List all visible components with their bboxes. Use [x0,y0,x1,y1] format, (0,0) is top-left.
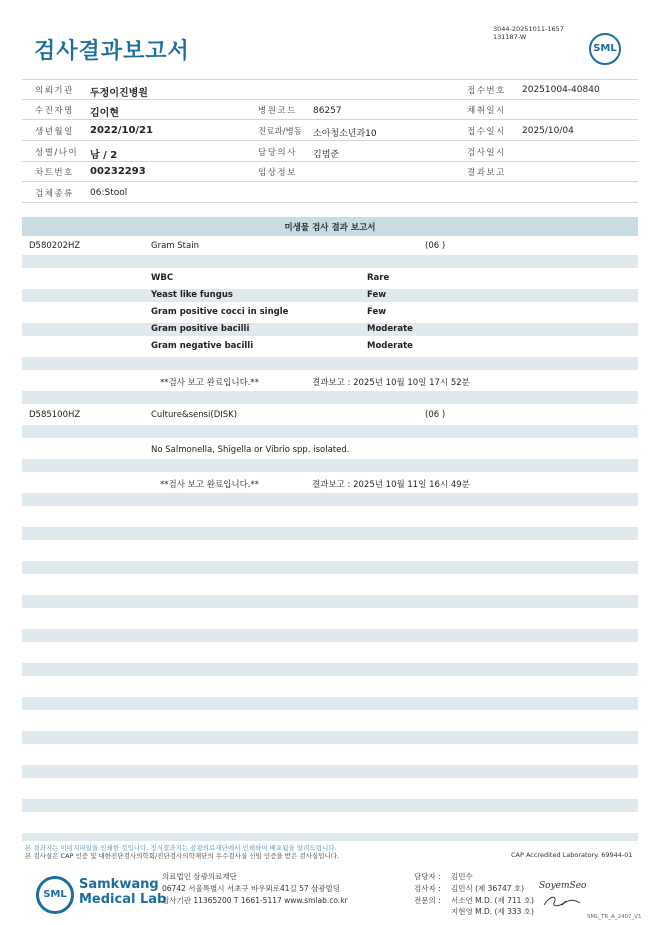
finding-level: Rare [367,273,390,283]
report-complete-text: **검사 보고 완료입니다.** [160,480,260,490]
accreditation-note: 본 검사실은 CAP 인증 및 대한진단검사의학회/진단검사의학재단의 우수검사실 신임 인증을 받은 검사실입니다. [25,852,340,860]
tester-signature: SoyemSeo [539,881,587,891]
report-time: 결과보고 : 2025년 10월 11일 16시 49분 [312,480,470,490]
specialist-signature [540,893,584,911]
row-band [22,493,638,506]
cap-accreditation: CAP Accredited Laboratory. 69944-01 [511,851,633,859]
test-name: Culture&sensi(DISK) [151,410,238,420]
row-band [22,595,638,608]
row-band [22,799,638,812]
finding-item: Yeast like fungus [151,290,233,300]
org-contact: 검사기관 11365200 T 1661-5117 www.smlab.co.kr [162,896,348,905]
staff-label: 담당자 : [414,872,441,881]
report-label: 결과보고 [467,168,506,178]
org-address: 06742 서울특별시 서초구 바우뫼로41길 57 삼광빌딩 [162,884,341,893]
row-band [22,289,638,302]
receipt-no-value: 20251004-40840 [522,85,600,95]
test-code: D585100HZ [29,410,81,420]
results-section-header [22,217,638,236]
hospital-code-value: 86257 [313,106,342,116]
receipt-date-label: 접수일시 [467,127,506,137]
row-band [22,527,638,540]
divider [22,181,638,182]
finding-level: Moderate [367,341,413,351]
divider [22,202,638,203]
row-band [22,765,638,778]
specialist-value-2: 지현영 M.D. (제 333 호) [451,907,534,916]
sml-logo-text: SML [593,43,617,54]
finding-item: Gram negative bacilli [151,341,254,351]
sml-logo-icon [589,33,621,65]
sex-age-label: 성별/나이 [35,148,79,158]
document-code-line1: 3044-20251011-1657 [493,25,564,33]
divider [22,140,638,141]
divider [22,99,638,100]
tester-value: 김민식 (제 36747 호) [451,884,525,893]
row-band [22,629,638,642]
form-version: SML_TR_A_2407_V1 [587,914,642,920]
image-print-notice: 본 결과지는 이미지파일을 인쇄한 것입니다. 정식결과지는 삼광의료재단에서 인쇄하여 배포됨을 알려드립니다. [25,844,337,852]
org-legal-name: 의료법인 삼광의료재단 [162,872,237,881]
specimen-label: 검체종류 [35,189,74,199]
clinical-info-label: 임상정보 [258,168,297,178]
report-time: 결과보고 : 2025년 10월 10일 17시 52분 [312,378,470,388]
collection-date-label: 채취일시 [467,106,506,116]
test-code: D580202HZ [29,241,81,251]
culture-note: No Salmonella, Shigella or Vibrio spp. isolated. [151,445,350,455]
org-name-line1: Samkwang [79,877,159,892]
finding-item: WBC [151,273,174,283]
finding-level: Moderate [367,324,413,334]
doctor-label: 담당의사 [258,148,297,158]
finding-level: Few [367,307,387,317]
document-code-line2: 131187-W [493,33,527,41]
finding-level: Few [367,290,387,300]
row-band [22,391,638,404]
row-band [22,561,638,574]
patient-name-label: 수진자명 [35,106,74,116]
test-specimen-code: (06 ) [425,241,446,251]
test-name: Gram Stain [151,241,199,251]
specialist-label: 전문의 : [414,896,441,905]
requesting-org-label: 의뢰기관 [35,86,74,96]
divider [22,161,638,162]
department-value: 소아청소년과10 [313,129,377,139]
department-label: 진료과/병동 [258,127,302,137]
row-band [22,357,638,370]
report-complete-text: **검사 보고 완료입니다.** [160,378,260,388]
row-band [22,255,638,268]
tester-label: 검사자 : [414,884,441,893]
divider [22,79,638,80]
doctor-value: 김범준 [313,150,340,160]
receipt-no-label: 접수번호 [467,86,506,96]
chart-no-value: 00232293 [90,166,146,177]
divider [22,119,638,120]
test-date-label: 검사일시 [467,148,506,158]
row-band [22,731,638,744]
row-band [22,697,638,710]
patient-name-value: 김이현 [90,108,119,119]
requesting-org-value: 두정이진병원 [90,88,148,99]
staff-value: 김민수 [451,872,473,881]
row-band [22,425,638,438]
finding-item: Gram positive cocci in single [151,307,289,317]
sex-age-value: 남 / 2 [90,150,118,161]
org-name-line2: Medical Lab [79,892,167,907]
test-specimen-code: (06 ) [425,410,446,420]
finding-item: Gram positive bacilli [151,324,250,334]
birth-value: 2022/10/21 [90,125,153,136]
row-band [22,663,638,676]
specialist-value-1: 서소연 M.D. (제 711 호) [451,896,534,905]
birth-label: 생년월일 [35,127,74,137]
document-code [493,25,564,41]
chart-no-label: 차트번호 [35,168,74,178]
report-title: 검사결과보고서 [34,39,190,64]
hospital-code-label: 병원코드 [258,106,297,116]
row-band [22,459,638,472]
receipt-date-value: 2025/10/04 [522,126,574,136]
row-band [22,323,638,336]
results-section-title: 미생물 검사 결과 보고서 [284,223,376,233]
specimen-value: 06:Stool [90,188,128,198]
sml-logo-text: SML [43,889,67,900]
sml-logo-icon [36,876,74,914]
row-band [22,833,638,841]
